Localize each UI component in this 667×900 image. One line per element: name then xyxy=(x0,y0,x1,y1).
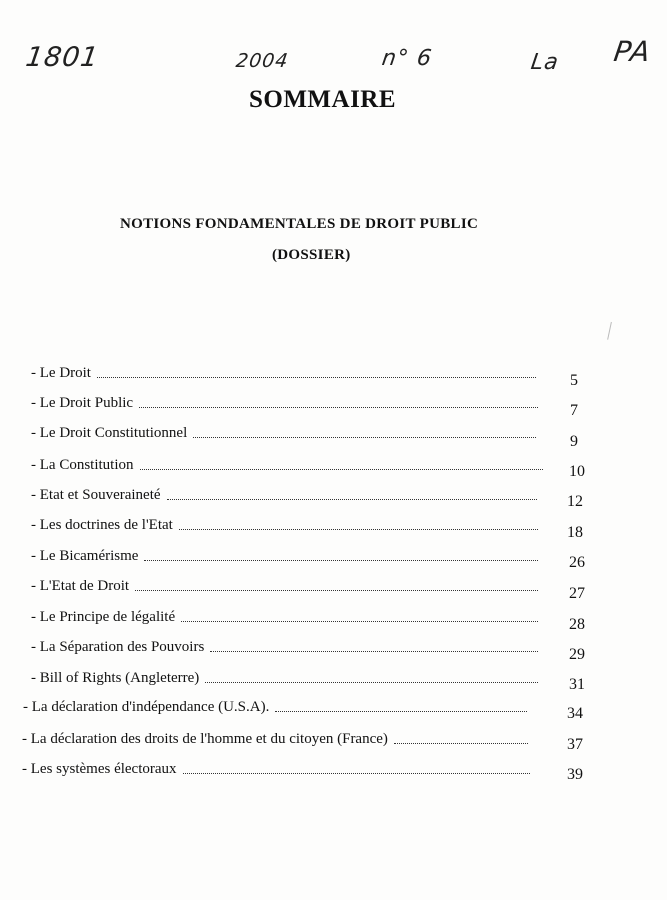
toc-leader-dots xyxy=(193,437,536,438)
toc-entry-page: 10 xyxy=(569,463,585,480)
toc-leader-dots xyxy=(210,651,538,652)
toc-entry-label: - Les systèmes électoraux xyxy=(22,761,177,777)
toc-entry-label: - La déclaration des droits de l'homme et du citoyen (France) xyxy=(22,731,388,747)
toc-entry xyxy=(31,543,544,565)
toc-entry-page: 31 xyxy=(569,676,585,693)
toc-leader-dots xyxy=(179,529,538,530)
toc-entry xyxy=(31,390,544,412)
toc-entry-label: - Bill of Rights (Angleterre) xyxy=(31,670,200,686)
toc-entry xyxy=(22,726,534,748)
toc-entry xyxy=(31,512,544,534)
toc-leader-dots xyxy=(167,499,537,500)
toc-entry xyxy=(23,694,533,716)
section-subheading: (DOSSIER) xyxy=(272,247,351,263)
toc-entry-label: - La Constitution xyxy=(31,457,134,473)
toc-entry-page: 9 xyxy=(570,433,578,450)
toc-entry-page: 29 xyxy=(569,646,585,663)
toc-leader-dots xyxy=(183,773,530,774)
toc-entry xyxy=(31,634,544,656)
toc-entry-label: - Le Principe de légalité xyxy=(31,609,176,625)
toc-entry-label: - Les doctrines de l'Etat xyxy=(31,517,173,533)
toc-entry-page: 39 xyxy=(567,766,583,783)
toc-leader-dots xyxy=(275,711,527,712)
toc-entry-page: 27 xyxy=(569,585,585,602)
toc-entry xyxy=(31,665,544,687)
handwritten-note: n° 6 xyxy=(380,46,434,71)
toc-entry-label: - Le Bicamérisme xyxy=(31,548,139,564)
toc-leader-dots xyxy=(394,743,528,744)
toc-leader-dots xyxy=(140,469,544,470)
toc-entry-label: - Le Droit xyxy=(31,365,91,381)
toc-entry-page: 26 xyxy=(569,554,585,571)
page-title: SOMMAIRE xyxy=(248,86,397,113)
toc-entry-page: 34 xyxy=(567,705,583,722)
toc-entry xyxy=(22,756,536,778)
toc-entry-page: 7 xyxy=(570,402,578,419)
toc-entry-label: - L'Etat de Droit xyxy=(31,578,130,594)
toc-entry-page: 5 xyxy=(570,372,578,389)
handwritten-note: La xyxy=(529,50,561,75)
handwritten-note: PA xyxy=(611,35,654,68)
toc-entry xyxy=(31,482,543,504)
toc-leader-dots xyxy=(139,407,538,408)
handwritten-note: 1801 xyxy=(23,42,101,73)
toc-entry-page: 12 xyxy=(567,493,583,510)
handwritten-note: 2004 xyxy=(234,50,290,72)
toc-entry-page: 37 xyxy=(567,736,583,753)
toc-entry xyxy=(31,452,549,474)
toc-leader-dots xyxy=(97,377,536,378)
toc-entry xyxy=(31,573,544,595)
toc-entry-page: 18 xyxy=(567,524,583,541)
toc-entry xyxy=(31,420,542,442)
toc-entry-label: - Le Droit Constitutionnel xyxy=(31,425,188,441)
toc-entry-label: - La déclaration d'indépendance (U.S.A). xyxy=(23,699,270,715)
scan-mark xyxy=(607,322,614,340)
toc-entry-label: - Etat et Souveraineté xyxy=(31,487,161,503)
section-heading: NOTIONS FONDAMENTALES DE DROIT PUBLIC xyxy=(120,216,479,232)
toc-leader-dots xyxy=(135,590,538,591)
toc-leader-dots xyxy=(205,682,538,683)
toc-entry xyxy=(31,360,542,382)
toc-leader-dots xyxy=(144,560,538,561)
toc-entry-label: - Le Droit Public xyxy=(31,395,134,411)
toc-entry-label: - La Séparation des Pouvoirs xyxy=(31,639,205,655)
toc-leader-dots xyxy=(181,621,538,622)
toc-entry-page: 28 xyxy=(569,616,585,633)
toc-entry xyxy=(31,604,544,626)
